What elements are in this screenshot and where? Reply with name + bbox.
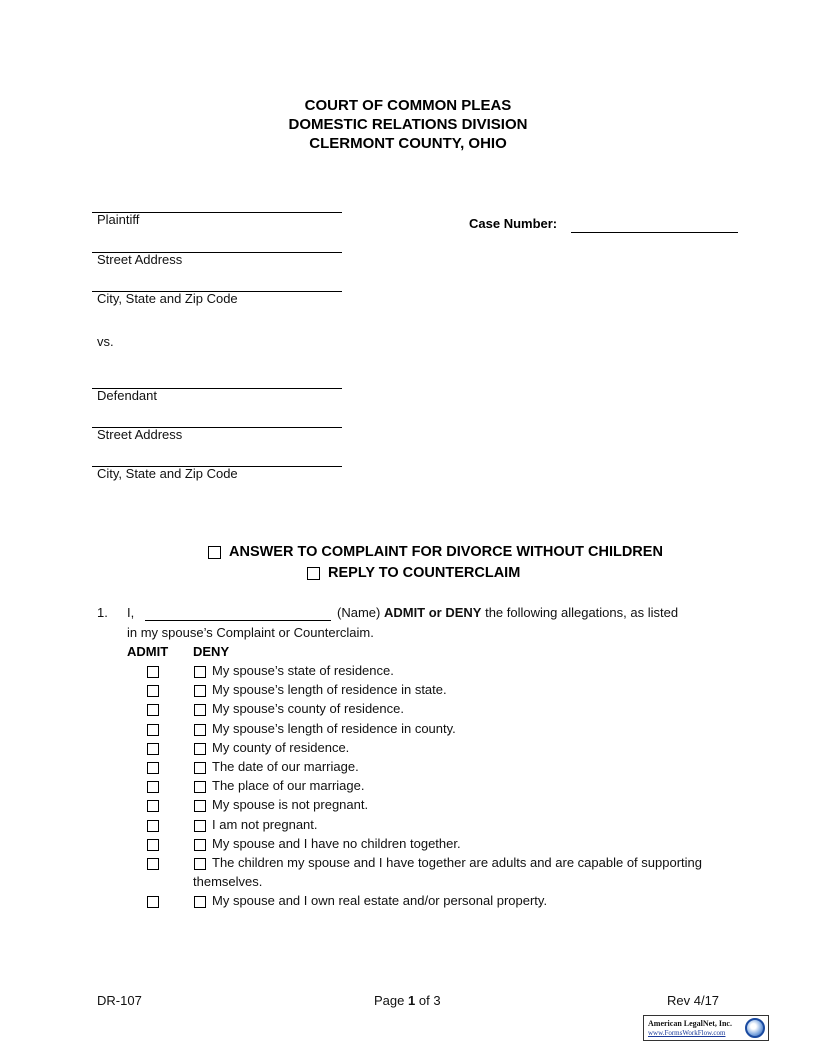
deny-checkbox[interactable] — [194, 762, 206, 774]
admit-deny-bold: ADMIT or DENY — [383, 605, 482, 620]
section-intro-line — [337, 605, 678, 620]
defendant-city-label: City, State and Zip Code — [97, 466, 238, 481]
form-id: DR-107 — [97, 993, 142, 1008]
allegation-row — [0, 836, 816, 855]
answer-checkbox[interactable] — [208, 546, 221, 559]
deny-checkbox[interactable] — [194, 704, 206, 716]
allegation-text: The date of our marriage. — [212, 759, 359, 774]
answer-title: ANSWER TO COMPLAINT FOR DIVORCE WITHOUT CHILDREN — [229, 544, 663, 560]
division-name: DOMESTIC RELATIONS DIVISION — [288, 116, 528, 133]
allegation-row — [0, 855, 816, 874]
deny-checkbox[interactable] — [194, 724, 206, 736]
name-label: (Name) — [337, 605, 381, 620]
section-intro-line2: in my spouse’s Complaint or Counterclaim. — [127, 625, 374, 640]
allegation-text: My spouse and I own real estate and/or personal property. — [212, 893, 548, 908]
deny-checkbox[interactable] — [194, 781, 206, 793]
allegation-text: My spouse’s length of residence in county. — [212, 721, 456, 736]
name-line[interactable] — [145, 620, 331, 621]
deny-checkbox[interactable] — [194, 743, 206, 755]
allegation-row — [0, 893, 816, 912]
court-header — [0, 96, 816, 153]
deny-checkbox[interactable] — [194, 666, 206, 678]
allegation-row — [0, 759, 816, 778]
allegation-text: My spouse’s county of residence. — [212, 701, 404, 716]
admit-checkbox[interactable] — [147, 800, 159, 812]
county-name: CLERMONT COUNTY, OHIO — [309, 135, 507, 152]
allegation-text: My spouse and I have no children together. — [212, 836, 461, 851]
plaintiff-street-label: Street Address — [97, 252, 183, 267]
allegation-row — [0, 663, 816, 682]
allegation-text: The place of our marriage. — [212, 778, 365, 793]
section-i: I, — [127, 605, 135, 620]
deny-checkbox[interactable] — [194, 858, 206, 870]
court-name: COURT OF COMMON PLEAS — [304, 97, 512, 114]
admit-checkbox[interactable] — [147, 896, 159, 908]
allegation-row — [0, 682, 816, 701]
admit-checkbox[interactable] — [147, 839, 159, 851]
page-prefix: Page — [374, 993, 405, 1008]
allegation-text: My spouse’s length of residence in state. — [212, 682, 447, 697]
allegation-text: My spouse’s state of residence. — [212, 663, 394, 678]
allegation-row — [0, 721, 816, 740]
reply-title: REPLY TO COUNTERCLAIM — [328, 565, 521, 581]
section-number: 1. — [97, 605, 108, 620]
allegation-row — [0, 701, 816, 720]
deny-checkbox[interactable] — [194, 820, 206, 832]
admit-header: ADMIT — [127, 644, 169, 659]
answer-title-row — [208, 544, 663, 560]
allegation-row — [0, 778, 816, 797]
deny-checkbox[interactable] — [194, 685, 206, 697]
globe-icon — [745, 1018, 765, 1038]
admit-checkbox[interactable] — [147, 685, 159, 697]
deny-checkbox[interactable] — [194, 839, 206, 851]
intro-rest: the following allegations, as listed — [485, 605, 679, 620]
allegation-text-continuation: themselves. — [193, 874, 263, 889]
page-indicator — [374, 993, 441, 1008]
plaintiff-city-label: City, State and Zip Code — [97, 291, 238, 306]
defendant-street-label: Street Address — [97, 427, 183, 442]
admit-checkbox[interactable] — [147, 704, 159, 716]
admit-checkbox[interactable] — [147, 781, 159, 793]
page-current: 1 — [408, 993, 416, 1008]
deny-header: DENY — [193, 644, 230, 659]
case-number-label: Case Number: — [469, 216, 558, 231]
allegation-text: I am not pregnant. — [212, 817, 318, 832]
reply-title-row — [307, 565, 520, 581]
publisher-logo[interactable] — [643, 1015, 769, 1041]
allegation-row — [0, 817, 816, 836]
logo-url[interactable]: www.FormsWorkFlow.com — [648, 1029, 726, 1037]
allegation-row — [0, 740, 816, 759]
allegation-row — [0, 797, 816, 816]
allegation-text: My spouse is not pregnant. — [212, 797, 369, 812]
case-number-line[interactable] — [571, 232, 738, 233]
plaintiff-label: Plaintiff — [97, 212, 140, 227]
revision-label: Rev 4/17 — [667, 993, 720, 1008]
admit-checkbox[interactable] — [147, 724, 159, 736]
admit-checkbox[interactable] — [147, 743, 159, 755]
admit-checkbox[interactable] — [147, 820, 159, 832]
allegation-text: The children my spouse and I have together are adults and are capable of supporting — [212, 855, 702, 870]
page-of: of 3 — [418, 993, 441, 1008]
deny-checkbox[interactable] — [194, 896, 206, 908]
admit-checkbox[interactable] — [147, 762, 159, 774]
versus-label: vs. — [97, 334, 114, 349]
defendant-label: Defendant — [97, 388, 157, 403]
admit-checkbox[interactable] — [147, 858, 159, 870]
logo-company: American LegalNet, Inc. — [648, 1019, 732, 1028]
reply-checkbox[interactable] — [307, 567, 320, 580]
admit-checkbox[interactable] — [147, 666, 159, 678]
deny-checkbox[interactable] — [194, 800, 206, 812]
allegation-text: My county of residence. — [212, 740, 350, 755]
